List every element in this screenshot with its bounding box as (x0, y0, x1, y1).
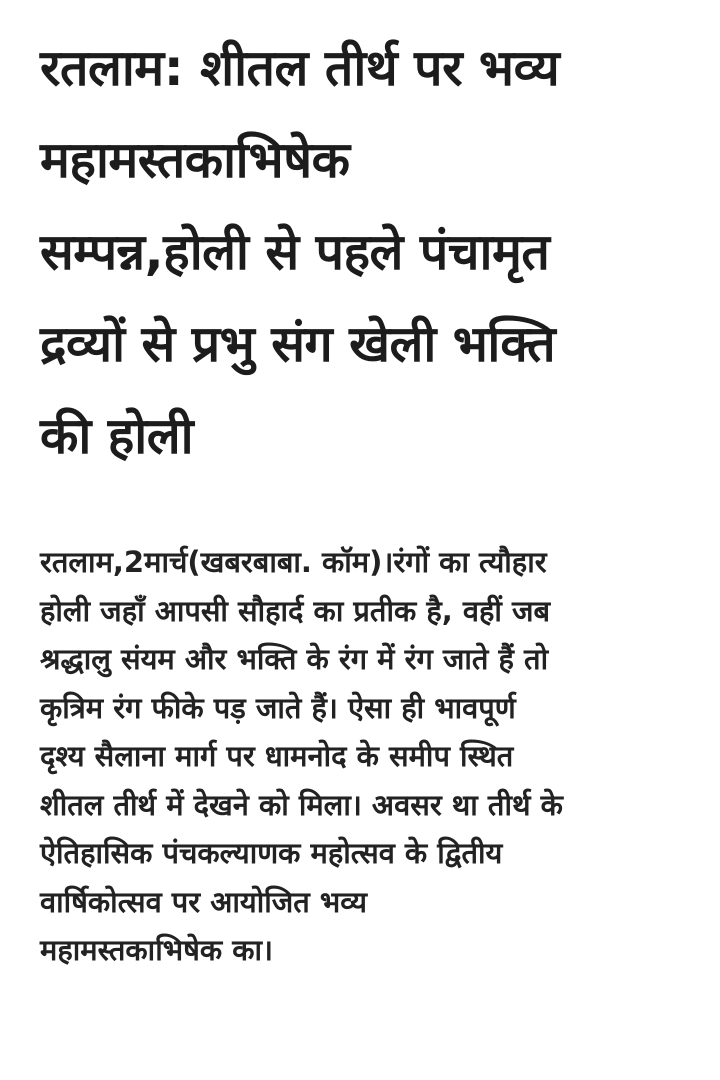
headline-line: सम्पन्न,होली से पहले पंचामृत (40, 223, 550, 281)
body-line: दृश्य सैलाना मार्ग पर धामनोद के समीप स्थित (40, 739, 514, 773)
headline-line: की होली (40, 407, 194, 465)
body-line: श्रद्धालु संयम और भक्ति के रंग में रंग जाते हैं तो (40, 642, 549, 676)
article-body (40, 538, 700, 975)
headline-line: द्रव्यों से प्रभु संग खेली भक्ति (40, 315, 556, 373)
news-article (40, 22, 700, 967)
body-line: कृत्रिम रंग फीके पड़ जाते हैं। ऐसा ही भावपूर्ण (40, 690, 516, 725)
body-line: महामस्तकाभिषेक का। (40, 933, 273, 967)
headline-line: महामस्तकाभिषेक (40, 131, 350, 189)
body-line: होली जहाँ आपसी सौहार्द का प्रतीक है, वहीं जब (40, 593, 551, 628)
body-line: रतलाम,2मार्च(खबरबाबा. कॉम)।रंगों का त्यौहार (40, 545, 547, 579)
headline-line: रतलाम: शीतल तीर्थ पर भव्य (40, 39, 560, 97)
body-line: शीतल तीर्थ में देखने को मिला। अवसर था तीर्थ के (40, 787, 563, 822)
article-headline (40, 22, 700, 482)
body-line: वार्षिकोत्सव पर आयोजित भव्य (40, 884, 367, 919)
body-line: ऐतिहासिक पंचकल्याणक महोत्सव के द्वितीय (40, 836, 503, 870)
